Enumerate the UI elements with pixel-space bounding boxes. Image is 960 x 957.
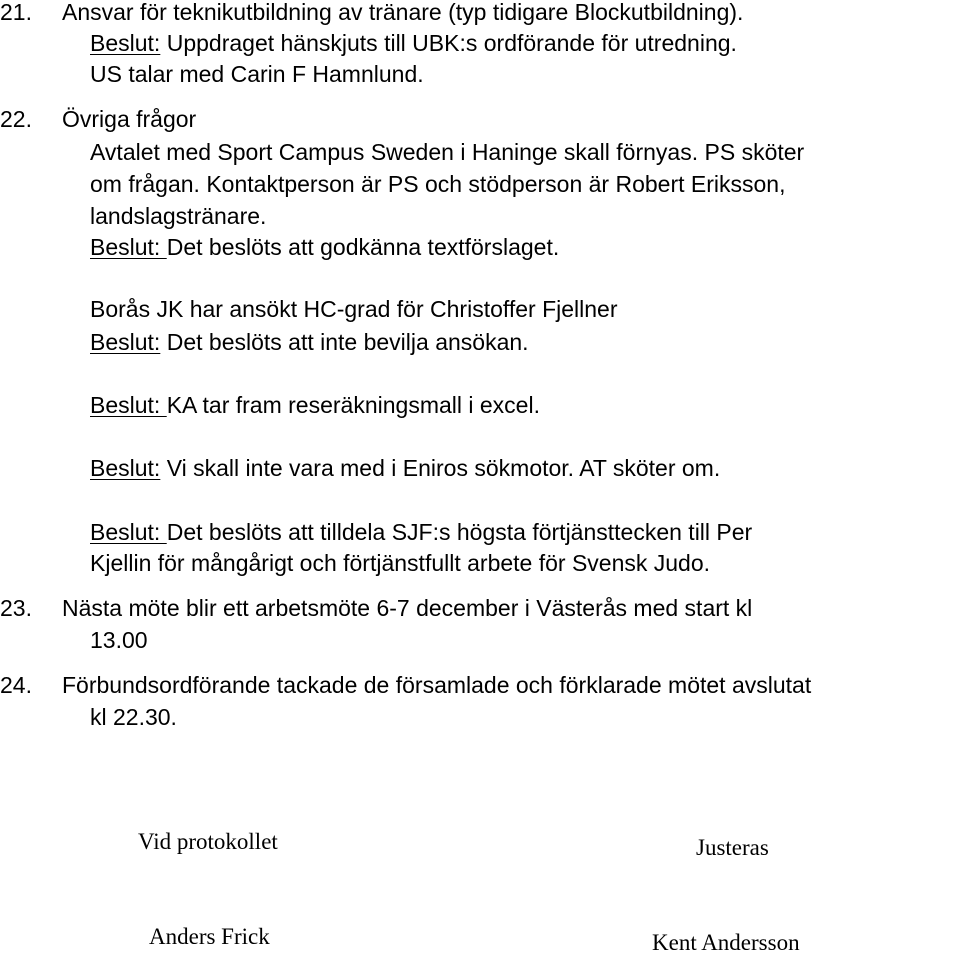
beslut-label: Beslut:	[90, 234, 167, 260]
beslut-label: Beslut:	[90, 455, 161, 481]
beslut-text: Uppdraget hänskjuts till UBK:s ordförande för utredning.	[160, 30, 737, 56]
beslut-line	[90, 453, 720, 483]
beslut-label: Beslut:	[90, 392, 167, 418]
item-text: Nästa möte blir ett arbetsmöte 6-7 december i Västerås med start kl	[62, 595, 753, 621]
item-heading: Övriga frågor	[62, 106, 197, 132]
item-text: Ansvar för teknikutbildning av tränare (typ tidigare Blockutbildning).	[62, 0, 744, 25]
item-number: 21.	[0, 0, 32, 25]
item-text: Förbundsordförande tackade de församlade och förklarade mötet avslutat	[62, 672, 812, 698]
item-number: 23.	[0, 595, 32, 621]
beslut-line	[90, 390, 540, 420]
beslut-text: Vi skall inte vara med i Eniros sökmotor. AT sköter om.	[160, 455, 721, 481]
item-text: Kjellin för mångårigt och förtjänstfullt arbete för Svensk Judo.	[90, 550, 711, 576]
signature-label-right: Justeras	[696, 835, 769, 860]
item-text: landslagstränare.	[90, 203, 267, 229]
beslut-text: Det beslöts att godkänna textförslaget.	[166, 234, 560, 260]
item-text: om frågan. Kontaktperson är PS och stödperson är Robert Eriksson,	[90, 171, 786, 197]
beslut-line	[90, 517, 752, 547]
item-text: kl 22.30.	[90, 704, 177, 730]
beslut-label: Beslut:	[90, 329, 161, 355]
beslut-text: Det beslöts att inte bevilja ansökan.	[160, 329, 529, 355]
beslut-line	[90, 327, 529, 357]
beslut-text: Det beslöts att tilldela SJF:s högsta förtjänsttecken till Per	[166, 519, 753, 545]
item-number: 24.	[0, 672, 32, 698]
signature-name-left: Anders Frick	[149, 924, 270, 949]
item-text: Avtalet med Sport Campus Sweden i Haninge skall förnyas. PS sköter	[90, 139, 805, 165]
beslut-label: Beslut:	[90, 30, 161, 56]
signature-label-left: Vid protokollet	[138, 829, 278, 854]
beslut-text: KA tar fram reseräkningsmall i excel.	[166, 392, 540, 418]
item-text: US talar med Carin F Hamnlund.	[90, 61, 424, 87]
item-text: 13.00	[90, 627, 148, 653]
beslut-line	[90, 28, 737, 58]
beslut-label: Beslut:	[90, 519, 167, 545]
item-number: 22.	[0, 106, 32, 132]
item-text: Borås JK har ansökt HC-grad för Christoffer Fjellner	[90, 296, 618, 322]
beslut-line	[90, 232, 559, 262]
signature-name-right: Kent Andersson	[652, 930, 800, 955]
